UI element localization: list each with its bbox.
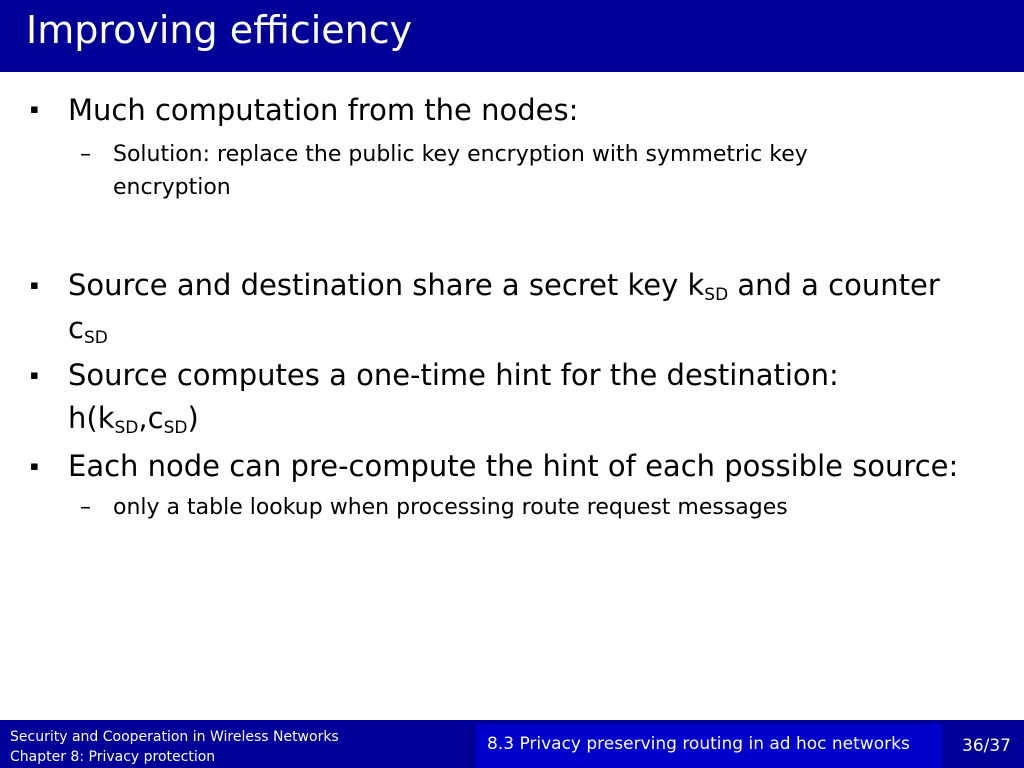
square-bullet-icon: ▪ xyxy=(30,368,39,383)
footer-book-title: Security and Cooperation in Wireless Networks xyxy=(10,729,339,745)
dash-bullet-icon: – xyxy=(80,142,91,167)
footer-chapter: Chapter 8: Privacy protection xyxy=(10,749,216,765)
footer-section-title: 8.3 Privacy preserving routing in ad hoc networks xyxy=(487,734,910,754)
bullet-item-3-line-2 xyxy=(68,396,199,440)
dash-bullet-icon: – xyxy=(80,495,91,520)
footer-book-info xyxy=(10,727,339,767)
bullet-item-1: Much computation from the nodes: xyxy=(68,93,579,127)
page-number: 36/37 xyxy=(962,736,1011,756)
formula-part-b: ,c xyxy=(138,401,164,435)
bullet-item-2-subscript: SD xyxy=(704,285,729,305)
bullet-item-2-counter-subscript: SD xyxy=(83,328,108,348)
formula-part-a: h(k xyxy=(68,401,115,435)
square-bullet-icon: ▪ xyxy=(30,102,39,117)
bullet-item-4: Each node can pre-compute the hint of each possible source: xyxy=(68,449,959,483)
bullet-item-2-text-b: and a counter xyxy=(728,268,940,302)
square-bullet-icon: ▪ xyxy=(30,459,39,474)
formula-part-c: ) xyxy=(187,401,199,435)
bullet-item-3: Source computes a one-time hint for the destination: xyxy=(68,358,839,392)
sub-item-4-line-1: only a table lookup when processing route request messages xyxy=(113,495,788,520)
bullet-item-2-counter: c xyxy=(68,311,84,345)
bullet-item-2-text-a: Source and destination share a secret key k xyxy=(68,268,705,302)
sub-item-1-line-2: encryption xyxy=(113,175,231,200)
bullet-item-2-line-2 xyxy=(68,306,108,350)
formula-subscript-1: SD xyxy=(114,418,139,438)
bullet-item-2 xyxy=(68,263,940,307)
formula-subscript-2: SD xyxy=(163,418,188,438)
square-bullet-icon: ▪ xyxy=(30,278,39,293)
slide-title: Improving efficiency xyxy=(26,8,413,52)
sub-item-1-line-1: Solution: replace the public key encryption with symmetric key xyxy=(113,142,808,167)
